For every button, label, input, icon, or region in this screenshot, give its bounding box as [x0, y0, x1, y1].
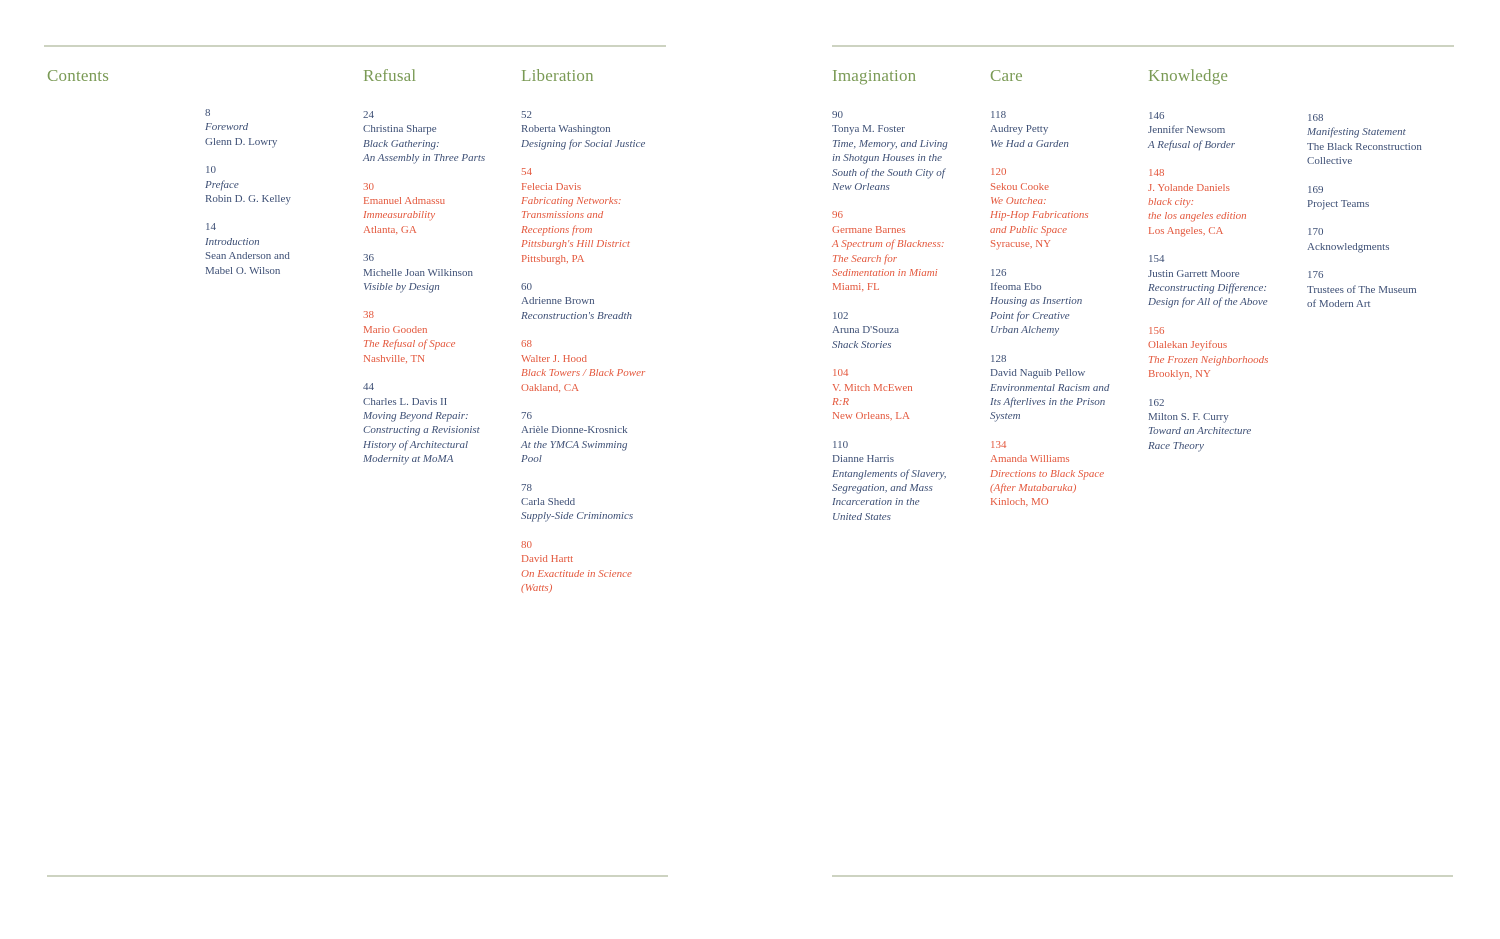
toc-entry[interactable] [1307, 268, 1459, 311]
entry-author: Project Teams [1307, 198, 1370, 211]
toc-entry[interactable] [832, 366, 984, 424]
entry-location: New Orleans, LA [832, 410, 910, 423]
entry-title: Environmental Racism and Its Afterlives in the Prison System [990, 381, 1110, 423]
entry-location: Nashville, TN [363, 352, 426, 365]
page-number: 24 [363, 109, 374, 121]
entry-author: Emanuel Admassu [363, 195, 446, 208]
page-number: 44 [363, 381, 374, 394]
page-number: 8 [205, 107, 211, 119]
heading-refusal: Refusal [363, 66, 417, 85]
entry-author: Felecia Davis [521, 180, 582, 193]
toc-entry[interactable] [521, 280, 673, 323]
top-rule-right [832, 45, 1454, 47]
toc-entry[interactable] [363, 251, 515, 294]
toc-entry[interactable] [363, 180, 515, 238]
entry-title: Entanglements of Slavery, Segregation, and Mass Incarceration in the United States [832, 467, 947, 523]
heading-care: Care [990, 66, 1023, 85]
column-liberation [521, 108, 673, 609]
page-number: 78 [521, 481, 532, 494]
entry-author: Christina Sharpe [363, 123, 437, 136]
entry-title: Immeasurability [363, 209, 436, 222]
toc-entry[interactable] [1148, 252, 1300, 310]
entry-author: Germane Barnes [832, 223, 906, 236]
entry-author: Mario Gooden [363, 323, 428, 336]
toc-entry[interactable] [1148, 324, 1300, 382]
toc-entry[interactable] [521, 538, 673, 596]
page-number: 38 [363, 309, 374, 322]
entry-author: Carla Shedd [521, 495, 576, 508]
toc-entry[interactable] [832, 208, 984, 294]
entry-title: Toward an Architecture Race Theory [1148, 425, 1252, 452]
page-number: 104 [832, 367, 849, 380]
entry-author: Audrey Petty [990, 123, 1049, 136]
toc-entry[interactable] [521, 337, 673, 395]
entry-title: Fabricating Networks: Transmissions and Receptions from Pittsburgh's Hill District [521, 195, 630, 251]
toc-entry[interactable] [521, 165, 673, 266]
toc-entry[interactable] [990, 266, 1142, 338]
entry-author: Acknowledgments [1307, 240, 1390, 253]
page-number: 148 [1148, 167, 1165, 180]
entry-title: Reconstruction's Breadth [521, 309, 633, 322]
toc-entry[interactable] [832, 108, 984, 194]
entry-title: Visible by Design [363, 281, 440, 294]
entry-title: We Had a Garden [990, 137, 1069, 150]
entry-author: Aruna D'Souza [832, 324, 900, 337]
column-care [990, 108, 1142, 524]
entry-author: Arièle Dionne-Krosnick [521, 424, 628, 437]
toc-entry[interactable] [1148, 396, 1300, 454]
toc-entry[interactable] [521, 481, 673, 524]
entry-title: R:R [832, 395, 850, 408]
entry-author: David Hartt [521, 553, 574, 566]
entry-title: At the YMCA Swimming Pool [521, 438, 628, 466]
column-refusal [363, 108, 515, 481]
toc-entry[interactable] [363, 308, 515, 366]
page-number: 120 [990, 166, 1007, 179]
heading-contents: Contents [47, 66, 110, 85]
toc-entry[interactable] [363, 380, 515, 466]
entry-title: Preface [205, 178, 239, 191]
page-number: 176 [1307, 269, 1324, 282]
entry-location: Miami, FL [832, 281, 880, 294]
page-number: 52 [521, 109, 532, 121]
entry-title: Black Gathering: An Assembly in Three Parts [363, 137, 486, 165]
entry-title: Directions to Black Space (After Mutabaruka) [990, 467, 1105, 494]
page-number: 76 [521, 409, 532, 422]
page-number: 68 [521, 338, 532, 351]
entry-location: Kinloch, MO [990, 496, 1049, 509]
toc-entry[interactable] [205, 106, 357, 149]
entry-title: We Outchea: Hip-Hop Fabrications and Public Space [990, 195, 1089, 236]
entry-author: Jennifer Newsom [1148, 124, 1226, 137]
toc-entry[interactable] [1307, 183, 1459, 212]
toc-entry[interactable] [990, 352, 1142, 424]
toc-entry[interactable] [205, 220, 357, 278]
entry-title: The Refusal of Space [363, 338, 456, 351]
entry-author: Walter J. Hood [521, 352, 588, 365]
entry-title: Shack Stories [832, 338, 892, 351]
entry-title: Introduction [205, 235, 260, 248]
page-number: 126 [990, 266, 1007, 279]
entry-title: The Frozen Neighborhoods [1148, 353, 1269, 366]
entry-author: Milton S. F. Curry [1148, 410, 1229, 423]
entry-author: Trustees of The Museum of Modern Art [1307, 283, 1417, 311]
toc-entry[interactable] [990, 438, 1142, 510]
page-number: 134 [990, 438, 1007, 451]
toc-entry[interactable] [990, 108, 1142, 151]
toc-entry[interactable] [1148, 166, 1300, 238]
page-number: 128 [990, 352, 1007, 365]
entry-location: Atlanta, GA [363, 223, 417, 236]
top-rule-left [44, 45, 666, 47]
bottom-rule-right [832, 875, 1453, 877]
entry-author: Dianne Harris [832, 453, 895, 466]
page-number: 90 [832, 109, 843, 121]
entry-author: Ifeoma Ebo [990, 281, 1042, 294]
entry-author: David Naguib Pellow [990, 367, 1086, 380]
entry-author: Glenn D. Lowry [205, 135, 278, 148]
page-number: 146 [1148, 110, 1165, 122]
entry-author: Sean Anderson and Mabel O. Wilson [205, 250, 290, 277]
entry-author: Adrienne Brown [521, 295, 595, 308]
entry-title: Reconstructing Difference: Design for All of the Above [1148, 282, 1268, 309]
entry-author: Amanda Williams [990, 453, 1070, 466]
entry-location: Oakland, CA [521, 381, 580, 394]
toc-entry[interactable] [363, 108, 515, 166]
column-imagination [832, 108, 984, 538]
page-number: 169 [1307, 183, 1324, 196]
entry-location: Syracuse, NY [990, 238, 1052, 251]
entry-title: Supply-Side Criminomics [521, 510, 634, 523]
entry-title: On Exactitude in Science (Watts) [521, 567, 632, 594]
toc-entry[interactable] [832, 309, 984, 352]
column-back-matter [1307, 111, 1459, 325]
page-number: 14 [205, 221, 216, 234]
entry-title: black city: the los angeles edition [1148, 196, 1247, 223]
entry-title: Time, Memory, and Living in Shotgun Houses in the South of the South City of New Orleans [832, 137, 948, 194]
entry-title: Foreword [205, 121, 249, 134]
entry-author: J. Yolande Daniels [1148, 181, 1230, 194]
page-number: 30 [363, 180, 374, 193]
page-number: 162 [1148, 396, 1165, 409]
entry-title: Housing as Insertion Point for Creative Urban Alchemy [990, 295, 1083, 337]
page-number: 110 [832, 438, 849, 451]
heading-imagination: Imagination [832, 66, 917, 85]
entry-location: Pittsburgh, PA [521, 252, 585, 265]
entry-author: V. Mitch McEwen [832, 381, 913, 394]
entry-author: Olalekan Jeyifous [1148, 339, 1228, 352]
column-front-matter [205, 106, 357, 292]
entry-title: Moving Beyond Repair: Constructing a Revisionist History of Architectural Modernity at MoMA [363, 409, 480, 466]
toc-entry[interactable] [832, 438, 984, 524]
heading-knowledge: Knowledge [1148, 66, 1229, 85]
entry-author: Tonya M. Foster [832, 123, 905, 136]
entry-author: Roberta Washington [521, 123, 611, 136]
entry-author: Charles L. Davis II [363, 395, 448, 408]
page-number: 80 [521, 538, 532, 551]
entry-title: A Refusal of Border [1148, 138, 1236, 151]
entry-author: Robin D. G. Kelley [205, 193, 291, 206]
toc-entry[interactable] [521, 409, 673, 467]
entry-title: Manifesting Statement [1307, 126, 1406, 139]
entry-author: Michelle Joan Wilkinson [363, 266, 473, 279]
page-number: 102 [832, 309, 849, 322]
page-number: 170 [1307, 226, 1324, 239]
entry-title: Black Towers / Black Power [521, 367, 646, 380]
page-number: 118 [990, 109, 1007, 121]
page-number: 156 [1148, 324, 1165, 337]
entry-location: Los Angeles, CA [1148, 224, 1224, 237]
entry-title: Designing for Social Justice [521, 137, 646, 150]
page-number: 54 [521, 166, 532, 179]
heading-liberation: Liberation [521, 66, 594, 85]
toc-entry[interactable] [990, 165, 1142, 251]
toc-entry[interactable] [1148, 109, 1300, 152]
page-number: 168 [1307, 112, 1324, 124]
toc-entry[interactable] [521, 108, 673, 151]
entry-location: Brooklyn, NY [1148, 368, 1211, 381]
page-number: 60 [521, 281, 532, 294]
toc-entry[interactable] [1307, 111, 1459, 169]
page-number: 154 [1148, 253, 1165, 266]
toc-entry[interactable] [1307, 225, 1459, 254]
entry-author: Justin Garrett Moore [1148, 267, 1240, 280]
bottom-rule-left [47, 875, 668, 877]
entry-author: Sekou Cooke [990, 180, 1049, 193]
page-number: 10 [205, 164, 216, 177]
page-number: 36 [363, 252, 374, 265]
entry-author: The Black Reconstruction Collective [1307, 140, 1422, 168]
toc-entry[interactable] [205, 163, 357, 206]
entry-title: A Spectrum of Blackness: The Search for Sedimentation in Miami [832, 238, 945, 280]
column-knowledge [1148, 109, 1300, 467]
page-number: 96 [832, 209, 843, 222]
